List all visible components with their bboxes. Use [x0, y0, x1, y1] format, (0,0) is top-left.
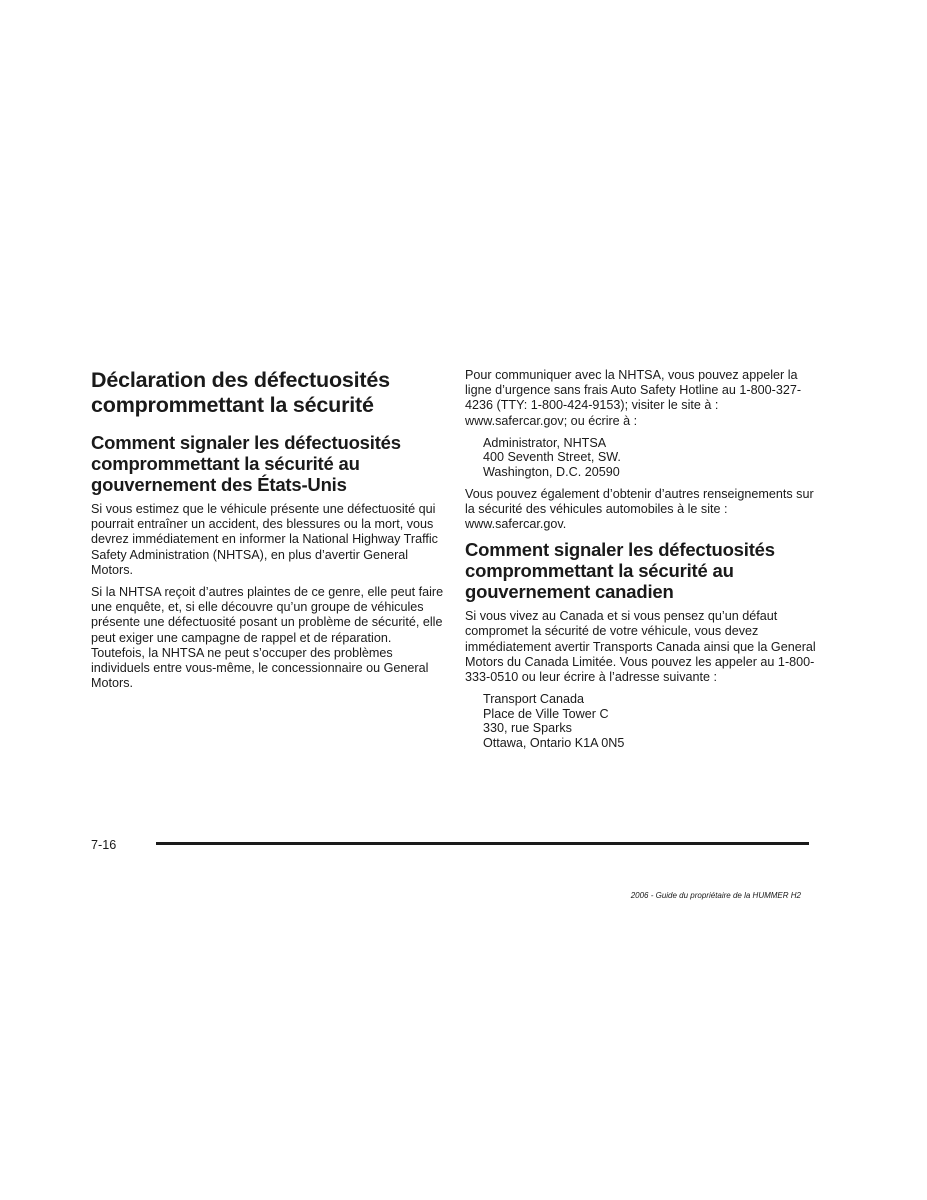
address-line: 400 Seventh Street, SW.: [483, 450, 621, 465]
right-column: [465, 368, 817, 758]
section-title-us: Comment signaler les défectuosités comprommettant la sécurité au gouvernement des États-Unis: [91, 432, 401, 495]
page-number: 7-16: [91, 838, 117, 852]
footer-caption: 2006 - Guide du propriétaire de la HUMMER H2: [630, 891, 801, 900]
section-title-canada: Comment signaler les défectuosités comprommettant la sécurité au gouvernement canadien: [465, 539, 775, 603]
paragraph-nhtsa-contact: Pour communiquer avec la NHTSA, vous pouvez appeler la ligne d’urgence sans frais Auto Safety Hotline au 1-800-327-4236 (TTY: 1-800-424-9153); visiter le site à : www.safercar.gov; ou écrire à :: [465, 368, 802, 428]
address-line: Administrator, NHTSA: [483, 435, 607, 450]
paragraph-more-info: Vous pouvez également d’obtenir d’autres renseignements sur la sécurité des véhicules automobiles à le site : www.safercar.gov.: [465, 486, 814, 531]
paragraph-nhtsa-investigation: Si la NHTSA reçoit d’autres plaintes de ce genre, elle peut faire une enquête, et, si elle découvre qu’un groupe de véhicules présente une défectuosité posant un problème de sécurité, elle peut exiger une campagne de rappel et de réparation. Toutefois, la NHTSA ne peut s’occuper des problèmes individuels entre vous-même, le concessionnaire ou General Motors.: [91, 585, 444, 691]
paragraph-us-report: Si vous estimez que le véhicule présente une défectuosité qui pourrait entraîner un accident, des blessures ou la mort, vous devrez immédiatement en informer la National Highway Traffic Safety Administration (NHTSA), en plus d’avertir General Motors.: [91, 502, 438, 577]
address-line: Place de Ville Tower C: [483, 706, 609, 721]
address-line: Ottawa, Ontario K1A 0N5: [483, 736, 625, 750]
address-line: Washington, D.C. 20590: [483, 465, 620, 479]
paragraph-canada-report: Si vous vivez au Canada et si vous pensez qu’un défaut compromet la sécurité de votre véhicule, vous devez immédiatement avertir Transports Canada ainsi que la General Motors du Canada Limitée. Vous pouvez les appeler au 1-800-333-0510 ou leur écrire à l’adresse suivante :: [465, 609, 816, 685]
address-line: 330, rue Sparks: [483, 721, 572, 736]
left-column: [91, 368, 446, 698]
footer-divider: [156, 842, 809, 845]
nhtsa-address: [483, 436, 817, 480]
address-line: Transport Canada: [483, 692, 585, 707]
transport-canada-address: [483, 692, 817, 750]
page-title: Déclaration des défectuosités comprommettant la sécurité: [91, 368, 390, 417]
